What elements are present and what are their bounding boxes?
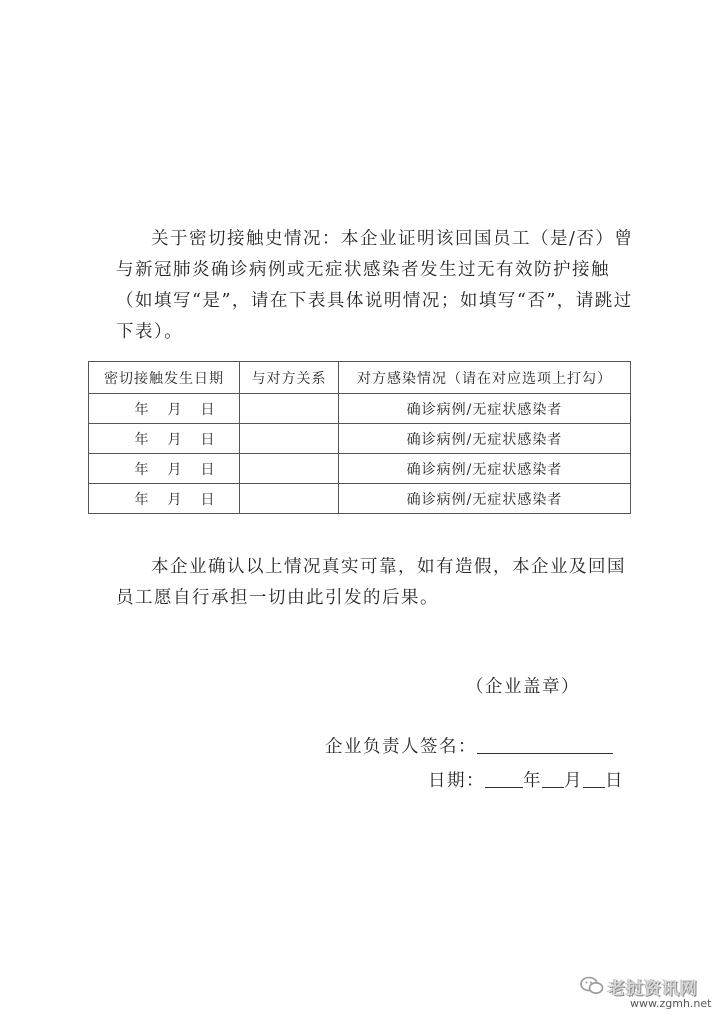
relation-cell[interactable]	[240, 484, 339, 514]
header-infection-status: 对方感染情况（请在对应选项上打勾）	[339, 362, 631, 394]
watermark	[578, 972, 714, 1016]
date-cell[interactable]	[89, 484, 240, 514]
table-row	[89, 394, 631, 424]
table-row	[89, 484, 631, 514]
signature-field[interactable]	[477, 735, 613, 754]
date-year-unit: 年	[523, 771, 542, 791]
watermark-title: 老挝资讯网	[608, 979, 698, 999]
watermark-url: www.zgmh.net	[630, 997, 712, 1010]
relation-cell[interactable]	[240, 454, 339, 484]
date-label: 日期：	[428, 771, 485, 791]
signature-label: 企业负责人签名：	[325, 737, 477, 757]
date-month-unit: 月	[564, 771, 583, 791]
status-cell[interactable]: 确诊病例/无症状感染者	[339, 484, 631, 514]
status-cell[interactable]: 确诊病例/无症状感染者	[339, 424, 631, 454]
wechat-icon	[580, 976, 604, 1000]
date-day-unit: 日	[605, 771, 624, 791]
year-unit: 年	[134, 431, 150, 448]
year-unit: 年	[134, 401, 150, 418]
header-date: 密切接触发生日期	[89, 362, 240, 394]
company-stamp-label: （企业盖章）	[466, 677, 580, 697]
date-cell[interactable]	[89, 424, 240, 454]
relation-cell[interactable]	[240, 394, 339, 424]
month-unit: 月	[167, 431, 183, 448]
signature-line	[325, 733, 613, 758]
status-cell[interactable]: 确诊病例/无症状感染者	[339, 454, 631, 484]
date-cell[interactable]	[89, 454, 240, 484]
day-unit: 日	[200, 461, 216, 478]
status-cell[interactable]: 确诊病例/无症状感染者	[339, 394, 631, 424]
date-month-field[interactable]	[542, 769, 564, 788]
date-year-field[interactable]	[485, 769, 523, 788]
day-unit: 日	[200, 491, 216, 508]
year-unit: 年	[134, 491, 150, 508]
contact-table	[88, 361, 631, 514]
month-unit: 月	[167, 401, 183, 418]
table-row	[89, 424, 631, 454]
month-unit: 月	[167, 491, 183, 508]
year-unit: 年	[134, 461, 150, 478]
month-unit: 月	[167, 461, 183, 478]
date-cell[interactable]	[89, 394, 240, 424]
date-line	[428, 767, 624, 792]
day-unit: 日	[200, 431, 216, 448]
date-day-field[interactable]	[583, 769, 605, 788]
table-row	[89, 454, 631, 484]
day-unit: 日	[200, 401, 216, 418]
table-header-row	[89, 362, 631, 394]
relation-cell[interactable]	[240, 424, 339, 454]
header-relation: 与对方关系	[240, 362, 339, 394]
contact-history-paragraph: 关于密切接触史情况：本企业证明该回国员工（是/否）曾与新冠肺炎确诊病例或无症状感染者发生过无有效防护接触（如填写“是”，请在下表具体说明情况；如填写“否”，请跳过下表）。	[116, 229, 634, 342]
confirmation-paragraph: 本企业确认以上情况真实可靠，如有造假，本企业及回国员工愿自行承担一切由此引发的后果。	[116, 557, 626, 608]
